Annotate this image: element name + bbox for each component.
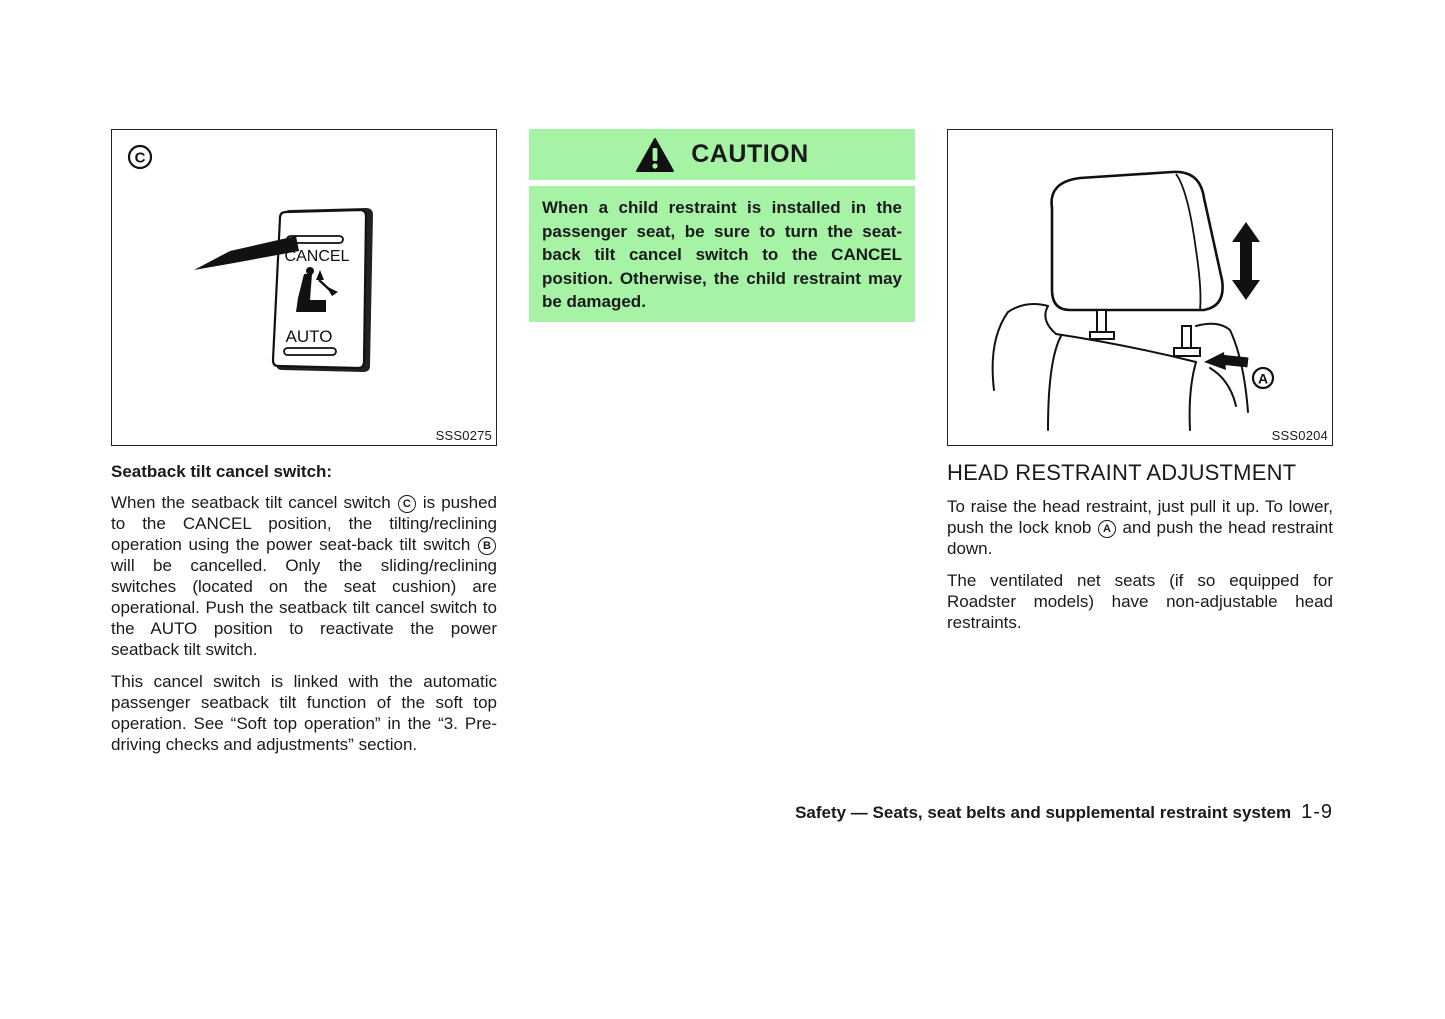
p1-text-a: When the seatback tilt cancel switch [111,493,391,512]
circled-b-marker: B [478,537,496,555]
caution-header [529,129,915,180]
cancel-switch-figure [111,129,497,446]
warning-triangle-icon [635,137,675,173]
section-title: HEAD RESTRAINT ADJUSTMENT [947,460,1297,485]
page-number: 1-9 [1301,801,1333,823]
switch-auto-label: AUTO [285,327,333,346]
page-footer [795,801,1333,824]
paragraph-2: This cancel switch is linked with the automatic passenger seatback tilt function of the soft top operation. See “Soft top operation” in the “3. Pre-driving checks and adjustments” section. [111,672,497,754]
caution-title: CAUTION [691,140,809,168]
paragraph-1 [111,492,497,660]
figure-code: SSS0204 [1271,428,1328,443]
seat-outline [993,304,1248,430]
footer-section-title: Safety — Seats, seat belts and supplemental restraint system [795,803,1292,822]
up-down-arrow-icon [1232,222,1260,300]
head-restraint-illustration [948,130,1332,445]
lock-knob [1174,348,1200,356]
p1-text-a: To raise the head restraint, just pull it up. To lower, push the lock knob [947,497,1333,537]
left-stay-collar [1090,332,1114,339]
figure-badge-a: A [1257,370,1269,387]
subheading: Seatback tilt cancel switch: [111,462,333,481]
figure-badge-c: C [134,149,146,167]
caution-column [529,129,915,322]
right-stay [1182,326,1191,350]
left-stay [1097,310,1106,334]
cancel-switch-illustration [112,130,496,445]
right-column [947,129,1333,633]
figure-code: SSS0275 [435,428,492,443]
switch-cancel-label: CANCEL [284,248,350,265]
head-restraint-figure [947,129,1333,446]
p1-text-b: and push the head restraint down. [947,518,1333,558]
paragraph-2: The ventilated net seats (if so equipped for Roadster models) have non-adjustable head restraints. [947,571,1333,632]
caution-text: When a child restraint is installed in the passenger seat, be sure to turn the seat-back tilt cancel switch to the CANCEL position. Otherwise, the child restraint may be damaged. [529,186,915,322]
p1-text-b: is pushed to the CANCEL position, the tilting/reclining operation using the power seat-back tilt switch [111,493,497,554]
left-column [111,129,497,755]
circled-c-marker: C [398,495,416,513]
head-restraint-pad [1052,172,1223,310]
circled-a-marker: A [1098,520,1116,538]
p1-text-e: will be cancelled. Only the sliding/reclining switches (located on the seat cushion) are operational. Push the seatback tilt cancel switch to the AUTO position to reactivate the power seatback tilt switch. [111,556,497,659]
paragraph-1 [947,496,1333,559]
